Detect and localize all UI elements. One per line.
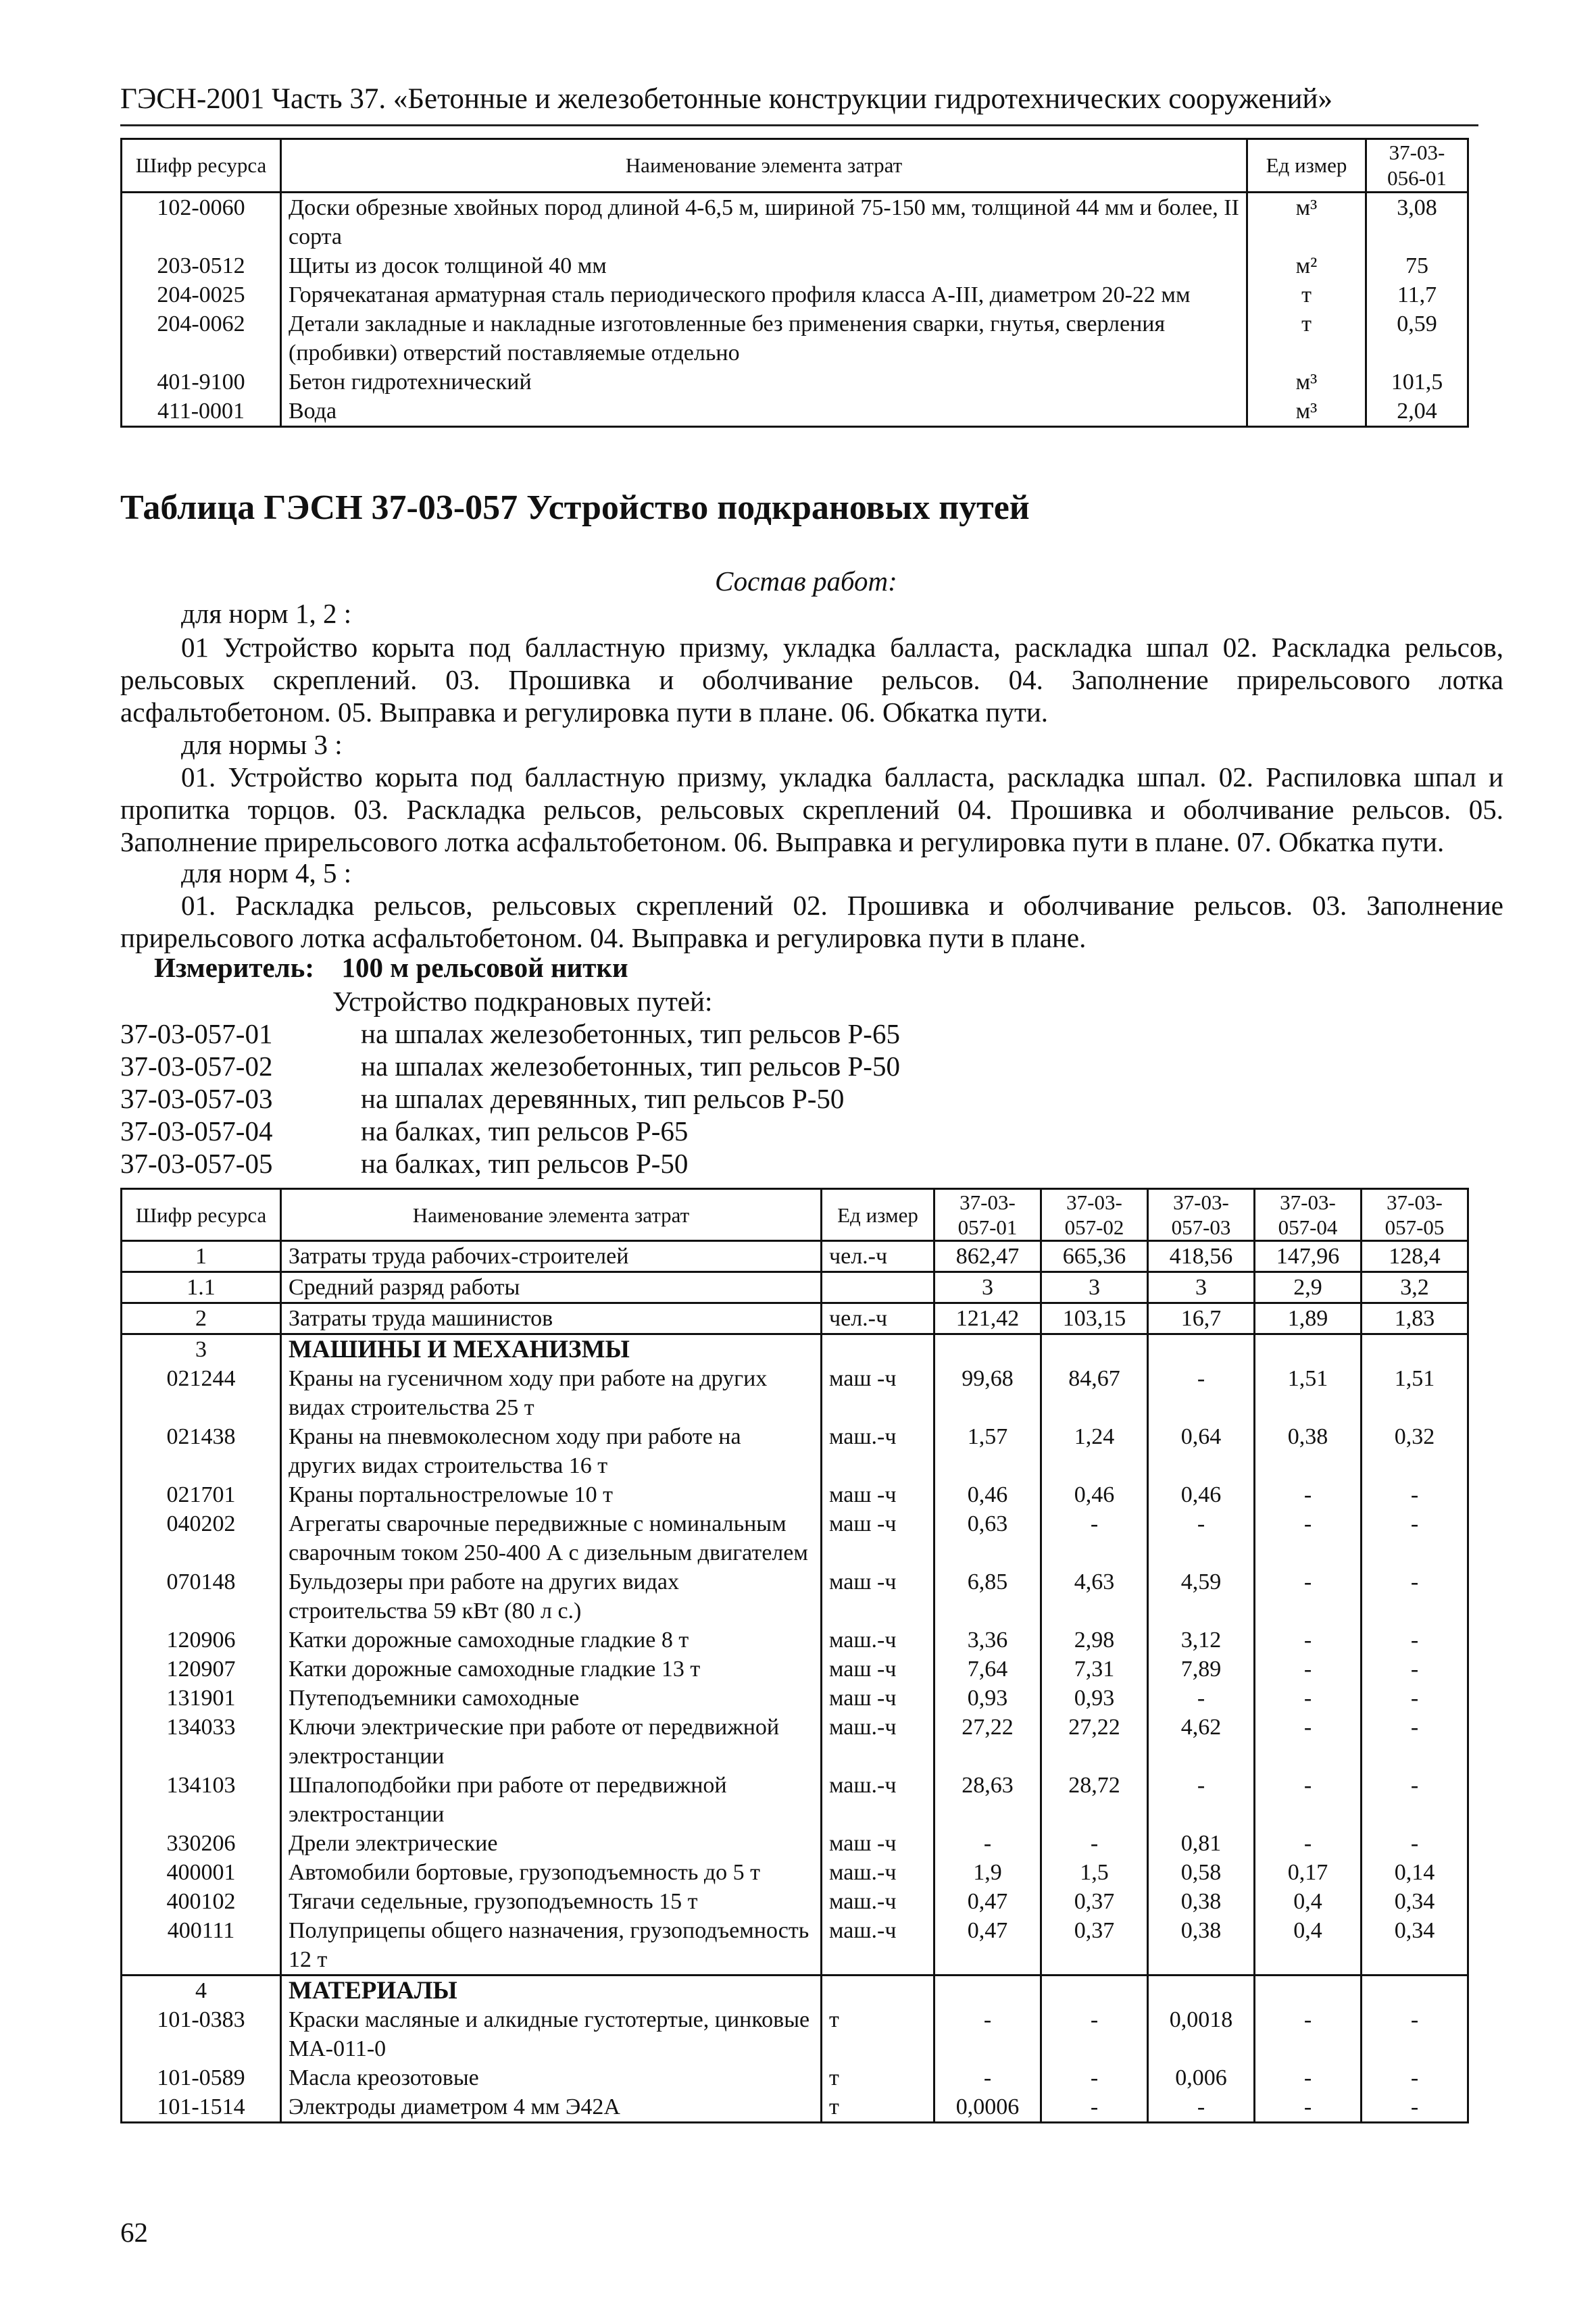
cell-unit: м³ [1247, 368, 1366, 397]
table-row [122, 1887, 1468, 1916]
cell-code: 021244 [122, 1364, 281, 1422]
table-row [122, 1509, 1468, 1567]
cell-value: 0,58 [1148, 1858, 1255, 1887]
running-header: ГЭСН-2001 Часть 37. «Бетонные и железобетонные конструкции гидротехнических сооружений» [120, 83, 1332, 115]
cell-name: Шпалоподбойки при работе от передвижной электростанции [281, 1771, 822, 1829]
cell-value: - [1041, 2063, 1148, 2092]
cell-value: 0,81 [1148, 1829, 1255, 1858]
cell-value: - [1255, 2005, 1362, 2063]
cell-value [1041, 1976, 1148, 2006]
cell-value: 0,0006 [934, 2092, 1041, 2123]
cell-value: 1,51 [1362, 1364, 1468, 1422]
col-header-name: Наименование элемента затрат [281, 1189, 822, 1241]
cell-value: 27,22 [1041, 1713, 1148, 1771]
cell-value: 0,93 [934, 1684, 1041, 1713]
cell-code: 040202 [122, 1509, 281, 1567]
cell-code: 101-0589 [122, 2063, 281, 2092]
cell-name: Катки дорожные самоходные гладкие 13 т [281, 1655, 822, 1684]
cell-code: 101-0383 [122, 2005, 281, 2063]
cell-name: МАТЕРИАЛЫ [281, 1976, 822, 2006]
cell-value: 3 [934, 1272, 1041, 1303]
cell-name: Детали закладные и накладные изготовленные без применения сварки, гнутья, сверления (пробивки) отверстий поставляемые отдельно [281, 309, 1247, 368]
cell-value: - [1362, 1713, 1468, 1771]
cell-value: 0,38 [1148, 1916, 1255, 1976]
cell-name: Доски обрезные хвойных пород длиной 4-6,5 м, шириной 75-150 мм, толщиной 44 мм и более, II сорта [281, 193, 1247, 252]
norm-code: 37-03-057-02 [120, 1051, 273, 1082]
cell-code: 1.1 [122, 1272, 281, 1303]
measure-line [154, 951, 628, 984]
cell-value: 27,22 [934, 1713, 1041, 1771]
cell-code: 120906 [122, 1626, 281, 1655]
table-header-row [122, 1189, 1468, 1241]
device-title: Устройство подкрановых путей: [332, 986, 713, 1017]
norm-code: 37-03-057-05 [120, 1148, 273, 1179]
cell-value: 1,83 [1362, 1303, 1468, 1334]
cell-unit: маш -ч [822, 1364, 934, 1422]
cell-value: - [1362, 1771, 1468, 1829]
cell-value: 0,32 [1362, 1422, 1468, 1480]
cell-unit: чел.-ч [822, 1241, 934, 1272]
cell-value: - [1362, 1829, 1468, 1858]
cell-code: 203-0512 [122, 251, 281, 280]
table-row [122, 1655, 1468, 1684]
group-text-3: 01. Раскладка рельсов, рельсовых скреплений 02. Прошивка и оболчивание рельсов. 03. Заполнение прирельсового лотка асфальтобетоном. 04. Выправка и регулировка пути в плане. [120, 890, 1503, 953]
cell-value: 1,5 [1041, 1858, 1148, 1887]
table-row [122, 1771, 1468, 1829]
cell-name: Горячекатаная арматурная сталь периодического профиля класса А-III, диаметром 20-22 мм [281, 280, 1247, 309]
cell-unit: маш -ч [822, 1829, 934, 1858]
cell-value: 11,7 [1366, 280, 1468, 309]
cell-code: 400102 [122, 1887, 281, 1916]
cell-value: 103,15 [1041, 1303, 1148, 1334]
cell-name: Электроды диаметром 4 мм Э42А [281, 2092, 822, 2123]
cell-code: 021701 [122, 1480, 281, 1509]
norm-row [120, 1017, 900, 1050]
cell-value: 0,47 [934, 1916, 1041, 1976]
cell-code: 400001 [122, 1858, 281, 1887]
cell-value: - [1255, 1771, 1362, 1829]
cell-name: Краны на гусеничном ходу при работе на других видах строительства 25 т [281, 1364, 822, 1422]
cell-value [1148, 1976, 1255, 2006]
cell-value: - [1041, 2005, 1148, 2063]
cell-value: 121,42 [934, 1303, 1041, 1334]
section-row [122, 1976, 1468, 2006]
cell-value: - [1362, 1480, 1468, 1509]
cell-value: - [1362, 2092, 1468, 2123]
norm-code: 37-03-057-01 [120, 1018, 273, 1049]
cell-value: - [1041, 1509, 1148, 1567]
cell-code: 131901 [122, 1684, 281, 1713]
group-label-3: для норм 4, 5 : [181, 857, 352, 888]
col-header-name: Наименование элемента затрат [281, 139, 1247, 193]
cell-name: Щиты из досок толщиной 40 мм [281, 251, 1247, 280]
cell-name: Бульдозеры при работе на других видах строительства 59 кВт (80 л с.) [281, 1567, 822, 1626]
cell-name: Агрегаты сварочные передвижные с номинальным сварочным током 250-400 А с дизельным двигателем [281, 1509, 822, 1567]
cell-name: Затраты труда машинистов [281, 1303, 822, 1334]
table-row [122, 397, 1468, 427]
norm-code: 37-03-057-03 [120, 1083, 273, 1114]
cell-value: 101,5 [1366, 368, 1468, 397]
cell-unit: т [1247, 280, 1366, 309]
table-row [122, 368, 1468, 397]
cell-name: Средний разряд работы [281, 1272, 822, 1303]
cell-unit: т [822, 2005, 934, 2063]
norm-code: 37-03-057-04 [120, 1115, 273, 1147]
norm-desc: на шпалах железобетонных, тип рельсов Р-50 [361, 1051, 900, 1082]
cell-name: Бетон гидротехнический [281, 368, 1247, 397]
cell-value: 75 [1366, 251, 1468, 280]
cell-name: Тягачи седельные, грузоподъемность 15 т [281, 1887, 822, 1916]
measure-label: Измеритель: [154, 952, 315, 983]
table-row [122, 1858, 1468, 1887]
cell-value: 7,89 [1148, 1655, 1255, 1684]
cell-unit [822, 1334, 934, 1365]
table-row [122, 1272, 1468, 1303]
measure-value: 100 м рельсовой нитки [341, 952, 628, 983]
group-text-2: 01. Устройство корыта под балластную призму, укладка балласта, раскладка шпал. 02. Распиловка шпал и пропитка торцов. 03. Раскладка рельсов, рельсовых скреплений 04. Прошивка и оболчивание рельсов. 05. Заполнение прирельсового лотка асфальтобетоном. 06. Выправка и регулировка пути в плане. 07. Обкатка пути. [120, 761, 1503, 857]
cell-code: 134033 [122, 1713, 281, 1771]
table-row [122, 309, 1468, 368]
cell-code: 3 [122, 1334, 281, 1365]
table-row [122, 193, 1468, 252]
cell-unit: маш.-ч [822, 1422, 934, 1480]
cell-code: 204-0062 [122, 309, 281, 368]
norm-row [120, 1147, 688, 1180]
cell-name: Автомобили бортовые, грузоподъемность до 5 т [281, 1858, 822, 1887]
cell-unit: маш -ч [822, 1684, 934, 1713]
cell-value: - [1148, 1364, 1255, 1422]
cell-value: 3 [1041, 1272, 1148, 1303]
cell-value: 862,47 [934, 1241, 1041, 1272]
norm-row [120, 1082, 844, 1115]
cell-value: - [1362, 1655, 1468, 1684]
cell-value: 99,68 [934, 1364, 1041, 1422]
col-header-code: Шифр ресурса [122, 139, 281, 193]
cell-name: Путеподъемники самоходные [281, 1684, 822, 1713]
cell-value [934, 1976, 1041, 2006]
cell-unit: маш.-ч [822, 1626, 934, 1655]
cell-value: 0,0018 [1148, 2005, 1255, 2063]
cell-value: - [934, 2063, 1041, 2092]
cell-code: 204-0025 [122, 280, 281, 309]
table-title: Таблица ГЭСН 37-03-057 Устройство подкрановых путей [120, 488, 1030, 527]
col-header-unit: Ед измер [1247, 139, 1366, 193]
cell-unit [822, 1272, 934, 1303]
cell-value: - [1362, 1626, 1468, 1655]
cell-value: 0,006 [1148, 2063, 1255, 2092]
cell-code: 4 [122, 1976, 281, 2006]
norm-desc: на балках, тип рельсов Р-50 [361, 1148, 689, 1179]
cell-value: - [1148, 1771, 1255, 1829]
cell-unit: т [822, 2063, 934, 2092]
cell-value: 3,12 [1148, 1626, 1255, 1655]
cell-value: - [1255, 1509, 1362, 1567]
cell-value: - [1362, 1567, 1468, 1626]
cell-value: - [1255, 1655, 1362, 1684]
norm-desc: на шпалах железобетонных, тип рельсов Р-65 [361, 1018, 900, 1049]
cell-name: Ключи электрические при работе от передвижной электростанции [281, 1713, 822, 1771]
cell-unit: маш -ч [822, 1655, 934, 1684]
header-rule [120, 124, 1478, 126]
cell-value: 0,46 [1148, 1480, 1255, 1509]
group-label-2: для нормы 3 : [181, 729, 343, 760]
table-row [122, 1364, 1468, 1422]
section-row [122, 1334, 1468, 1365]
cell-name: Масла креозотовые [281, 2063, 822, 2092]
cell-value: 3,36 [934, 1626, 1041, 1655]
table-row [122, 1684, 1468, 1713]
cell-name: Катки дорожные самоходные гладкие 8 т [281, 1626, 822, 1655]
cell-code: 101-1514 [122, 2092, 281, 2123]
cell-value: - [1255, 1567, 1362, 1626]
cell-value: 1,51 [1255, 1364, 1362, 1422]
cell-value: 147,96 [1255, 1241, 1362, 1272]
cell-value: - [1255, 1480, 1362, 1509]
cell-value: 0,63 [934, 1509, 1041, 1567]
cell-unit: чел.-ч [822, 1303, 934, 1334]
cell-value: - [934, 1829, 1041, 1858]
cell-code: 102-0060 [122, 193, 281, 252]
table-row [122, 1567, 1468, 1626]
cell-value: - [934, 2005, 1041, 2063]
cell-value: 0,37 [1041, 1916, 1148, 1976]
cell-value: - [1148, 1509, 1255, 1567]
cell-value: - [1362, 2005, 1468, 2063]
composition-title: Состав работ: [715, 565, 897, 597]
table-header-row [122, 139, 1468, 193]
cell-value: - [1148, 2092, 1255, 2123]
cell-value: 418,56 [1148, 1241, 1255, 1272]
cell-code: 120907 [122, 1655, 281, 1684]
cell-value: - [1362, 1684, 1468, 1713]
cell-value [1148, 1334, 1255, 1365]
cell-value: 6,85 [934, 1567, 1041, 1626]
cell-value: 0,34 [1362, 1887, 1468, 1916]
cell-name: Затраты труда рабочих-строителей [281, 1241, 822, 1272]
cell-code: 401-9100 [122, 368, 281, 397]
cell-value: 84,67 [1041, 1364, 1148, 1422]
col-header-norm: 37-03-056-01 [1366, 139, 1468, 193]
cell-value: 0,46 [1041, 1480, 1148, 1509]
cell-value [1041, 1334, 1148, 1365]
cell-value: 16,7 [1148, 1303, 1255, 1334]
table-row [122, 1713, 1468, 1771]
norm-desc: на шпалах деревянных, тип рельсов Р-50 [361, 1083, 845, 1114]
cell-unit: маш.-ч [822, 1858, 934, 1887]
cell-value: 2,04 [1366, 397, 1468, 427]
cell-unit: м³ [1247, 193, 1366, 252]
col-header-norm-1: 37-03-057-01 [934, 1189, 1041, 1241]
cell-unit: т [822, 2092, 934, 2123]
cell-code: 021438 [122, 1422, 281, 1480]
cell-value: - [1255, 1626, 1362, 1655]
cell-name: Краски масляные и алкидные густотертые, цинковые МА-011-0 [281, 2005, 822, 2063]
norm-row [120, 1115, 688, 1147]
col-header-code: Шифр ресурса [122, 1189, 281, 1241]
cell-value: 28,63 [934, 1771, 1041, 1829]
cell-code: 400111 [122, 1916, 281, 1976]
cell-code: 411-0001 [122, 397, 281, 427]
cell-value: 3,2 [1362, 1272, 1468, 1303]
cell-value: 4,62 [1148, 1713, 1255, 1771]
group-text-1: 01 Устройство корыта под балластную призму, укладка балласта, раскладка шпал 02. Раскладка рельсов, рельсовых скреплений. 03. Прошивка и оболчивание рельсов. 04. Заполнение прирельсового лотка асфальтобетоном. 05. Выправка и регулировка пути в плане. 06. Обкатка пути. [120, 632, 1503, 728]
cell-value [934, 1334, 1041, 1365]
cell-value: 1,89 [1255, 1303, 1362, 1334]
table-row [122, 1829, 1468, 1858]
cell-value: 0,34 [1362, 1916, 1468, 1976]
cell-value: 7,64 [934, 1655, 1041, 1684]
col-header-norm-2: 37-03-057-02 [1041, 1189, 1148, 1241]
col-header-norm-3: 37-03-057-03 [1148, 1189, 1255, 1241]
norm-desc: на балках, тип рельсов Р-65 [361, 1115, 689, 1147]
norm-row [120, 1050, 900, 1082]
cell-value: - [1041, 2092, 1148, 2123]
cell-unit: маш.-ч [822, 1887, 934, 1916]
table-row [122, 2005, 1468, 2063]
cell-value: 0,38 [1255, 1422, 1362, 1480]
cell-value: - [1362, 1509, 1468, 1567]
table-row [122, 280, 1468, 309]
cell-value: 0,17 [1255, 1858, 1362, 1887]
resource-table-056 [120, 138, 1469, 428]
table-row [122, 1422, 1468, 1480]
col-header-norm-4: 37-03-057-04 [1255, 1189, 1362, 1241]
cell-code: 1 [122, 1241, 281, 1272]
page-number: 62 [120, 2217, 148, 2248]
cell-name: Краны на пневмоколесном ходу при работе на других видах строительства 16 т [281, 1422, 822, 1480]
cell-value: 0,93 [1041, 1684, 1148, 1713]
cell-code: 070148 [122, 1567, 281, 1626]
table-row [122, 2092, 1468, 2123]
cell-name: МАШИНЫ И МЕХАНИЗМЫ [281, 1334, 822, 1365]
cell-value: 4,59 [1148, 1567, 1255, 1626]
cell-value: - [1041, 1829, 1148, 1858]
cell-name: Вода [281, 397, 1247, 427]
cell-value: 0,47 [934, 1887, 1041, 1916]
resource-table-057 [120, 1188, 1469, 2123]
cell-value: - [1255, 1829, 1362, 1858]
cell-unit: маш -ч [822, 1480, 934, 1509]
cell-value: 2,98 [1041, 1626, 1148, 1655]
cell-value: 0,37 [1041, 1887, 1148, 1916]
cell-unit: маш.-ч [822, 1713, 934, 1771]
cell-value: 1,57 [934, 1422, 1041, 1480]
cell-name: Полуприцепы общего назначения, грузоподъемность 12 т [281, 1916, 822, 1976]
cell-code: 2 [122, 1303, 281, 1334]
cell-value [1255, 1334, 1362, 1365]
cell-value: 0,38 [1148, 1887, 1255, 1916]
table-row [122, 1303, 1468, 1334]
cell-unit: м³ [1247, 397, 1366, 427]
cell-value: 665,36 [1041, 1241, 1148, 1272]
cell-value: 3 [1148, 1272, 1255, 1303]
col-header-unit: Ед измер [822, 1189, 934, 1241]
cell-value: 7,31 [1041, 1655, 1148, 1684]
cell-value: - [1148, 1684, 1255, 1713]
cell-value: 0,4 [1255, 1916, 1362, 1976]
cell-value: 0,59 [1366, 309, 1468, 368]
cell-value: 0,4 [1255, 1887, 1362, 1916]
cell-unit: м² [1247, 251, 1366, 280]
cell-value: - [1255, 1713, 1362, 1771]
cell-value: 128,4 [1362, 1241, 1468, 1272]
table-row [122, 1916, 1468, 1976]
cell-value: 3,08 [1366, 193, 1468, 252]
cell-value: 1,9 [934, 1858, 1041, 1887]
cell-value: 0,14 [1362, 1858, 1468, 1887]
cell-value: - [1255, 1684, 1362, 1713]
cell-value: - [1362, 2063, 1468, 2092]
cell-unit: маш -ч [822, 1509, 934, 1567]
col-header-norm-5: 37-03-057-05 [1362, 1189, 1468, 1241]
cell-code: 330206 [122, 1829, 281, 1858]
cell-unit: маш -ч [822, 1567, 934, 1626]
cell-value: 2,9 [1255, 1272, 1362, 1303]
cell-value: - [1255, 2092, 1362, 2123]
cell-value: - [1255, 2063, 1362, 2092]
cell-value [1362, 1976, 1468, 2006]
group-label-1: для норм 1, 2 : [181, 598, 352, 629]
cell-value [1362, 1334, 1468, 1365]
table-row [122, 1626, 1468, 1655]
cell-unit: маш.-ч [822, 1771, 934, 1829]
cell-value: 28,72 [1041, 1771, 1148, 1829]
table-row [122, 251, 1468, 280]
cell-value: 1,24 [1041, 1422, 1148, 1480]
table-row [122, 1480, 1468, 1509]
cell-value [1255, 1976, 1362, 2006]
table-row [122, 2063, 1468, 2092]
table-row [122, 1241, 1468, 1272]
cell-value: 0,64 [1148, 1422, 1255, 1480]
cell-unit: т [1247, 309, 1366, 368]
cell-name: Краны портальнострелowые 10 т [281, 1480, 822, 1509]
cell-code: 134103 [122, 1771, 281, 1829]
cell-unit: маш.-ч [822, 1916, 934, 1976]
cell-value: 4,63 [1041, 1567, 1148, 1626]
cell-value: 0,46 [934, 1480, 1041, 1509]
cell-name: Дрели электрические [281, 1829, 822, 1858]
cell-unit [822, 1976, 934, 2006]
